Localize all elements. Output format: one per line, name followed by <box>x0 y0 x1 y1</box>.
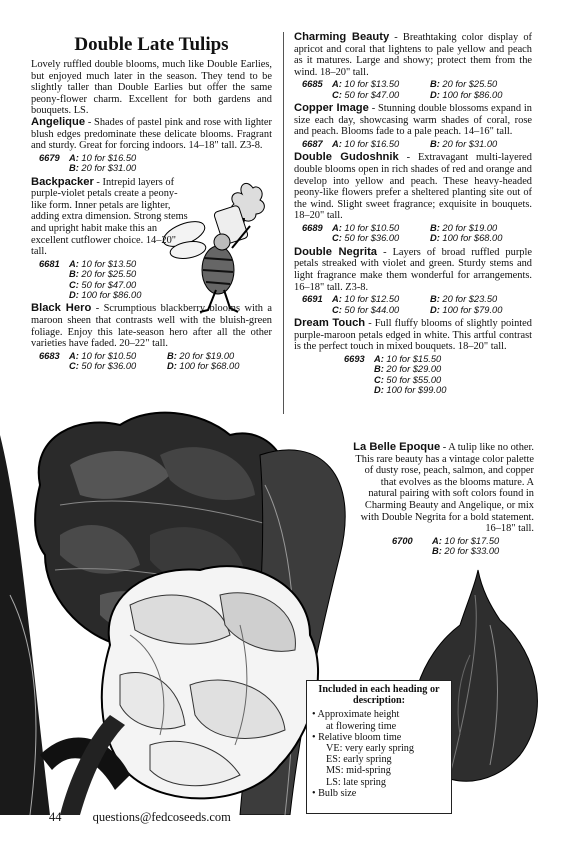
entry-angelique <box>31 117 272 174</box>
info-item: • Approximate height <box>312 709 400 721</box>
item-code: 6689 <box>302 222 323 233</box>
price-a: A: 10 for $16.50 <box>69 152 137 163</box>
entry-black-hero <box>31 303 272 371</box>
variety-name: Backpacker <box>31 175 94 188</box>
info-item: • Relative bloom time <box>312 731 402 743</box>
price-a: A: 10 for $16.50 <box>332 138 400 149</box>
variety-description: - Intrepid layers of purple-violet petals create a peony-like form. Inner petals are lighter, adding extra dimension. Strong stems and upright habit make this an excellent cutflower choice. 14–20" tall. <box>31 176 188 258</box>
column-divider <box>283 32 284 414</box>
item-code: 6691 <box>302 294 323 305</box>
price-list <box>302 223 532 244</box>
info-item: VE: very early spring <box>326 743 414 755</box>
price-b: B: 20 for $31.00 <box>430 138 498 149</box>
variety-name: Dream Touch <box>294 316 366 329</box>
variety-name: Copper Image <box>294 102 369 115</box>
entry-charming-beauty <box>294 32 532 100</box>
entry-backpacker <box>31 177 189 301</box>
price-b: B: 20 for $31.00 <box>69 163 137 174</box>
variety-description: - Shades of pastel pink and rose with lighter blush edges predominate these delicate blooms. Fragrant and sturdy. Great for forcing indoors. 14–18" tall. Z3-8. <box>31 116 272 152</box>
price-b: B: 20 for $23.50 <box>430 294 498 305</box>
item-code: 6683 <box>39 350 60 361</box>
price-b: B: 20 for $19.00 <box>167 350 235 361</box>
price-c: C: 50 for $44.00 <box>332 304 400 315</box>
entry-copper-image <box>294 103 532 149</box>
price-a: A: 10 for $13.50 <box>69 258 137 269</box>
price-list <box>344 354 532 396</box>
variety-description: - Stunning double blossoms expand in size each day, showcasing warm shades of coral, rose and peach. Blooms fade to a pale peach. 14–16" tall. <box>294 103 532 138</box>
entry-double-negrita <box>294 247 532 315</box>
entry-double-gudoshnik <box>294 152 532 243</box>
price-list <box>392 536 534 557</box>
price-a: A: 10 for $13.50 <box>332 79 400 90</box>
price-b: B: 20 for $29.00 <box>374 364 442 375</box>
variety-name: Angelique <box>31 115 86 128</box>
price-a: A: 10 for $10.50 <box>332 222 400 233</box>
variety-description: - Breathtaking color display of apricot and coral that lightens to pale yellow and peach as it matures. Large and showy; protect them from the wind. 18–20" tall. <box>294 32 533 78</box>
price-b: B: 20 for $25.50 <box>430 79 498 90</box>
info-item: ES: early spring <box>326 754 392 766</box>
price-a: A: 10 for $12.50 <box>332 294 400 305</box>
info-item: • Bulb size <box>312 787 357 799</box>
price-c: C: 50 for $55.00 <box>374 374 442 385</box>
price-d: D: 100 for $86.00 <box>430 89 503 100</box>
variety-description: - A tulip like no other. This rare beauty has a vintage color palette of dusty rose, peach, salmon, and copper that evolves as the blooms mature. A natural pairing with soft colors found in Charming Beauty and Angelique, or mix with Double Negrita for a bold statement. 16–18" tall. <box>355 442 534 535</box>
contact-email-link[interactable]: questions@fedcoseeds.com <box>92 810 231 824</box>
price-list <box>302 79 532 100</box>
price-a: A: 10 for $15.50 <box>374 353 442 364</box>
price-c: C: 50 for $36.00 <box>332 233 400 244</box>
page-title: Double Late Tulips <box>74 34 229 55</box>
price-list <box>39 259 189 301</box>
variety-name: Double Negrita <box>294 245 378 258</box>
item-code: 6693 <box>344 353 365 364</box>
price-c: C: 50 for $47.00 <box>332 89 400 100</box>
left-column <box>31 32 272 375</box>
item-code: 6687 <box>302 138 323 149</box>
info-item: MS: mid-spring <box>326 765 391 777</box>
entry-la-belle-epoque <box>352 442 534 559</box>
variety-name: Black Hero <box>31 302 92 315</box>
price-c: C: 50 for $47.00 <box>69 279 137 290</box>
price-d: D: 100 for $68.00 <box>167 361 240 372</box>
price-a: A: 10 for $17.50 <box>432 535 500 546</box>
price-list <box>302 139 532 149</box>
item-code: 6700 <box>392 535 413 546</box>
item-code: 6685 <box>302 79 323 90</box>
price-list <box>39 351 272 372</box>
variety-name: La Belle Epoque <box>353 441 441 453</box>
price-d: D: 100 for $68.00 <box>430 233 503 244</box>
variety-description: - Extravagant multi-layered double blooms open in rich shades of red and orange and develop into yellow and peach. These heavy-headed peony-like flowers prefer a sheltered planting site out of the wind. Slight sweet fragrance; exquisite in bouquets. 18–20" tall. <box>294 152 532 222</box>
info-item: LS: late spring <box>326 776 386 788</box>
price-d: D: 100 for $79.00 <box>430 304 503 315</box>
intro-text: Lovely ruffled double blooms, much like Double Earlies, but enjoyed much later in the season. They tend to be slightly taller than Double Earlies but offer the same peony-flower charm. Excellent for both gardens and bouquets. LS. <box>31 59 272 117</box>
price-a: A: 10 for $10.50 <box>69 350 137 361</box>
price-c: C: 50 for $36.00 <box>69 361 137 372</box>
variety-description: - Layers of broad ruffled purple petals streaked with violet and green. Sturdy stems and light fragrance make them wonderful for arrangements. 16–18" tall. Z3-8. <box>294 246 532 293</box>
item-code: 6681 <box>39 258 60 269</box>
price-list <box>39 153 272 174</box>
price-list <box>302 294 532 315</box>
price-d: D: 100 for $99.00 <box>374 384 447 395</box>
variety-description: - Scrumptious blackberry blooms with a maroon sheen that contrasts well with the bluish-green foliage. Enjoy this late-season hero after all the other varieties have faded. 20–22" tall. <box>31 303 273 350</box>
page-number: 44 <box>49 810 62 824</box>
variety-description: - Full fluffy blooms of slightly pointed purple-maroon petals edged in white. This artful contrast is the perfect touch in mixed bouquets. 18–20" tall. <box>294 317 532 353</box>
item-code: 6679 <box>39 152 60 163</box>
entry-dream-touch <box>294 318 532 395</box>
variety-name: Double Gudoshnik <box>294 151 399 164</box>
price-b: B: 20 for $25.50 <box>69 269 137 280</box>
info-box-title: Included in each heading or description: <box>318 684 440 707</box>
price-b: B: 20 for $19.00 <box>430 222 498 233</box>
price-d: D: 100 for $86.00 <box>69 289 142 300</box>
info-item: at flowering time <box>326 720 397 732</box>
legend-info-box <box>306 680 452 814</box>
page-footer <box>49 810 231 825</box>
price-b: B: 20 for $33.00 <box>432 546 500 557</box>
right-column <box>294 32 532 398</box>
variety-name: Charming Beauty <box>294 31 390 43</box>
